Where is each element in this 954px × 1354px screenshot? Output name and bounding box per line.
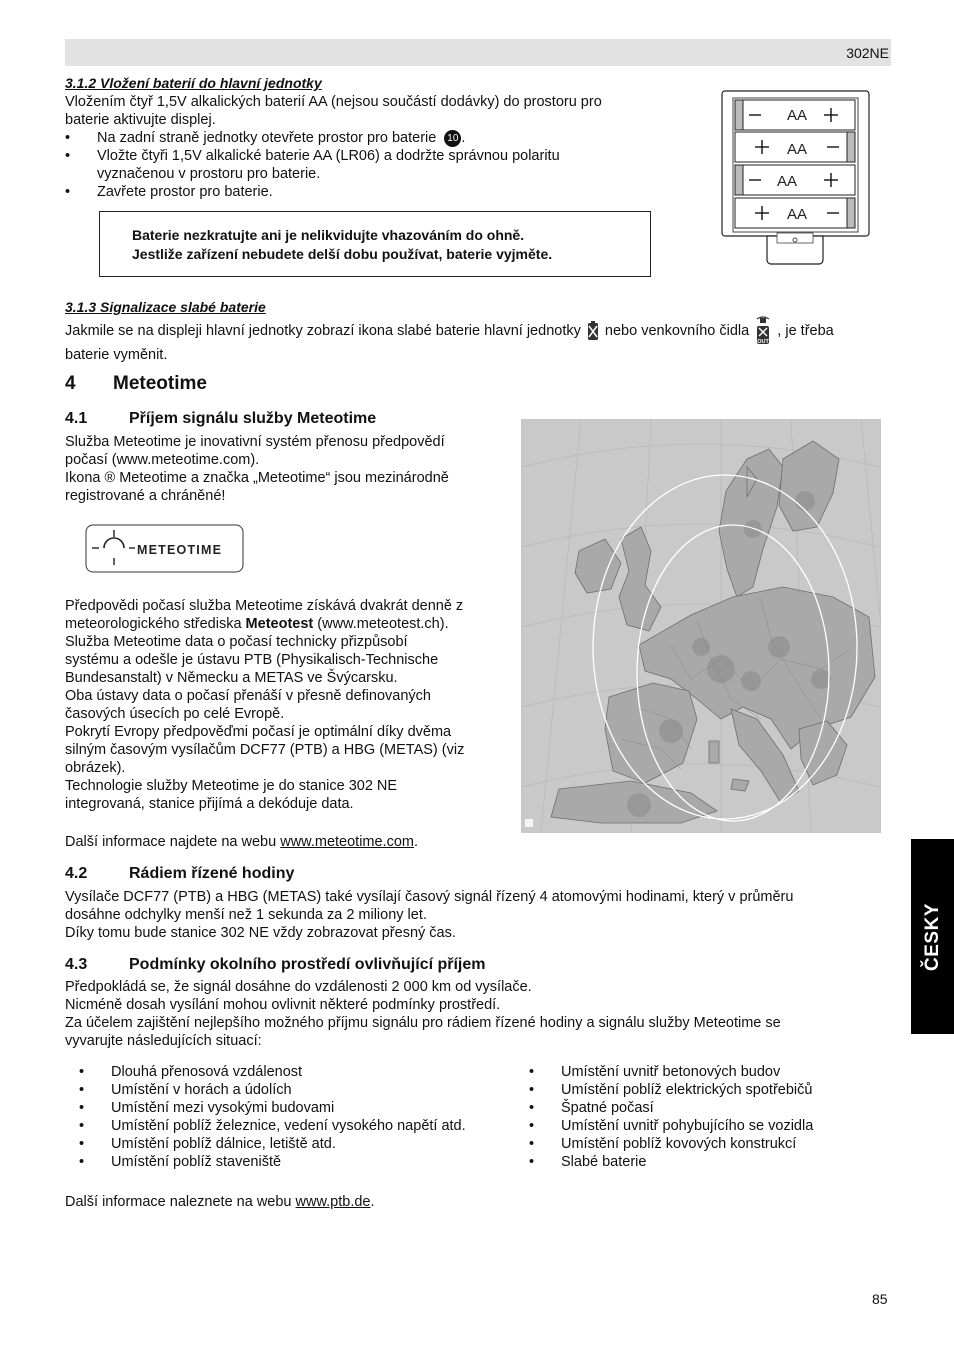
section-number: 4 <box>65 373 76 394</box>
section-41-details <box>65 597 510 813</box>
model-number: 302NE <box>846 45 889 61</box>
ptb-more-info <box>65 1193 375 1211</box>
body-line: Technologie služby Meteotime je do stanice 302 NE <box>65 778 398 794</box>
list-item: • Dlouhá přenosová vzdálenost <box>79 1063 519 1081</box>
conditions-list-left <box>79 1063 519 1171</box>
body-text: nebo venkovního čidla <box>604 322 750 339</box>
body-line: obrázek). <box>65 760 126 776</box>
body-line: integrovaná, stanice přijímá a dekóduje data. <box>65 796 354 812</box>
battery-label: AA <box>787 206 808 223</box>
body-text: Jakmile se na displeji hlavní jednotky zobrazí ikona slabé baterie hlavní jednotky <box>65 322 581 339</box>
body-line: Oba ústavy data o počasí přenáší v přesně definovaných <box>65 688 431 704</box>
section-4-heading <box>65 375 207 393</box>
map-corner-mark <box>525 819 533 827</box>
list-item-text: Na zadní straně jednotky otevřete prostor pro baterie <box>97 130 437 146</box>
meteotime-link[interactable]: www.meteotime.com <box>280 834 414 850</box>
low-battery-main-icon <box>585 320 601 342</box>
list-item: • Umístění poblíž elektrických spotřebičů <box>529 1081 889 1099</box>
language-label: ČESKY <box>921 902 943 971</box>
section-number: 4.3 <box>65 956 88 973</box>
list-item-text: vyznačenou v prostoru pro baterie. <box>97 166 321 182</box>
section-title: Rádiem řízené hodiny <box>129 865 295 882</box>
body-line: vyvarujte následujících situací: <box>65 1033 262 1049</box>
body-text: baterie vyměnit. <box>65 347 168 363</box>
body-line: časových úsecích po celé Evropě. <box>65 706 285 722</box>
warning-line: Jestliže zařízení nebudete delší dobu používat, baterie vyjměte. <box>132 246 553 262</box>
header-bar <box>65 39 891 66</box>
ref-number: 10 <box>447 132 459 144</box>
section-42-body <box>65 888 895 942</box>
battery-cell <box>735 198 855 228</box>
body-line: silným časovým vysílačům DCF77 (PTB) a HBG (METAS) (viz <box>65 742 465 758</box>
meteotime-more-info <box>65 833 418 851</box>
section-313-body <box>65 316 895 364</box>
list-item <box>65 147 685 183</box>
intro-line: Vložením čtyř 1,5V alkalických baterií AA (nejsou součástí dodávky) do prostoru pro <box>65 94 602 110</box>
battery-cell <box>735 165 855 195</box>
body-line: registrované a chráněné! <box>65 488 226 504</box>
conditions-list-right <box>529 1063 889 1171</box>
punctuation: . <box>461 130 466 146</box>
body-line <box>65 615 510 633</box>
europe-coverage-map <box>521 419 881 833</box>
logo-text: METEOTIME <box>137 543 223 557</box>
body-text: (www.meteotest.ch). <box>317 616 449 632</box>
section-41-heading <box>65 410 376 428</box>
section-43-heading <box>65 956 486 974</box>
list-item: • Slabé baterie <box>529 1153 889 1171</box>
page-number: 85 <box>872 1291 888 1307</box>
body-line: počasí (www.meteotime.com). <box>65 452 260 468</box>
section-number: 4.1 <box>65 410 88 427</box>
section-42-heading <box>65 865 294 883</box>
punctuation: . <box>370 1194 375 1210</box>
body-line: Předpovědi počasí služba Meteotime získává dvakrát denně z <box>65 598 464 614</box>
icon-label: OUT <box>757 339 770 345</box>
section-312-title: 3.1.2 Vložení baterií do hlavní jednotky <box>65 75 322 91</box>
body-line: systému a odešle je ústavu PTB (Physikalisch-Technische <box>65 652 439 668</box>
list-item-text: Vložte čtyři 1,5V alkalické baterie AA (LR06) a dodržte správnou polaritu <box>97 148 560 164</box>
battery-cell <box>735 132 855 162</box>
list-item <box>65 129 685 147</box>
list-item <box>65 183 685 201</box>
body-text: , je třeba <box>777 322 834 339</box>
body-line: Ikona ® Meteotime a značka „Meteotime“ jsou mezinárodně <box>65 470 449 486</box>
ptb-link[interactable]: www.ptb.de <box>295 1194 371 1210</box>
warning-line: Baterie nezkratujte ani je nelikvidujte vhazováním do ohně. <box>132 227 525 243</box>
body-line: Služba Meteotime je inovativní systém přenosu předpovědí <box>65 434 445 450</box>
battery-cell <box>735 100 855 130</box>
language-side-tab <box>911 839 954 1034</box>
list-item: • Špatné počasí <box>529 1099 889 1117</box>
body-line: Služba Meteotime data o počasí technicky přizpůsobí <box>65 634 408 650</box>
body-line: Nicméně dosah vysílání mohou ovlivnit některé podmínky prostředí. <box>65 997 501 1013</box>
steps-list <box>65 129 685 201</box>
body-text: Další informace najdete na webu <box>65 834 277 850</box>
section-title: Meteotime <box>113 373 207 394</box>
number-10-icon <box>444 130 461 147</box>
punctuation: . <box>413 834 419 850</box>
list-item: • Umístění poblíž dálnice, letiště atd. <box>79 1135 519 1153</box>
body-line: Za účelem zajištění nejlepšího možného příjmu signálu pro rádiem řízené hodiny a signálu služby Meteotime se <box>65 1015 781 1031</box>
body-line: Vysílače DCF77 (PTB) a HBG (METAS) také vysílají časový signál řízený 4 atomovými hodinami, který v průměru <box>65 889 794 905</box>
section-312-body <box>65 93 685 201</box>
list-item: • Umístění v horách a údolích <box>79 1081 519 1099</box>
list-item: • Umístění poblíž staveniště <box>79 1153 519 1171</box>
body-text: Další informace naleznete na webu <box>65 1194 292 1210</box>
low-battery-outdoor-icon <box>753 316 773 346</box>
meteotest-name: Meteotest <box>245 616 314 632</box>
body-line: Bundesanstalt) v Německu a METAS ve Švýcarsku. <box>65 670 398 686</box>
list-item: • Umístění mezi vysokými budovami <box>79 1099 519 1117</box>
battery-label: AA <box>787 107 808 124</box>
section-title: Podmínky okolního prostředí ovlivňující příjem <box>129 956 486 973</box>
battery-label: AA <box>787 141 808 158</box>
body-line: dosáhne odchylky menší než 1 sekunda za 2 miliony let. <box>65 907 427 923</box>
list-item: • Umístění uvnitř pohybujícího se vozidla <box>529 1117 889 1135</box>
battery-compartment-figure <box>721 90 870 265</box>
list-item: • Umístění poblíž kovových konstrukcí <box>529 1135 889 1153</box>
section-313-title: 3.1.3 Signalizace slabé baterie <box>65 299 266 315</box>
section-41-intro <box>65 433 510 505</box>
body-text: meteorologického střediska <box>65 616 242 632</box>
battery-label: AA <box>777 173 798 190</box>
body-line: Předpokládá se, že signál dosáhne do vzdálenosti 2 000 km od vysílače. <box>65 979 532 995</box>
intro-line: baterie aktivujte displej. <box>65 112 216 128</box>
section-43-body <box>65 978 895 1050</box>
body-line: Pokrytí Evropy předpověďmi počasí je optimální díky dvěma <box>65 724 452 740</box>
section-number: 4.2 <box>65 865 88 882</box>
list-item-text: Zavřete prostor pro baterie. <box>97 184 273 200</box>
body-line: Díky tomu bude stanice 302 NE vždy zobrazovat přesný čas. <box>65 925 456 941</box>
list-item: • Umístění uvnitř betonových budov <box>529 1063 889 1081</box>
meteotime-logo <box>85 524 244 574</box>
list-item: • Umístění poblíž železnice, vedení vysokého napětí atd. <box>79 1117 519 1135</box>
warning-box <box>99 211 651 277</box>
section-title: Příjem signálu služby Meteotime <box>129 410 377 427</box>
